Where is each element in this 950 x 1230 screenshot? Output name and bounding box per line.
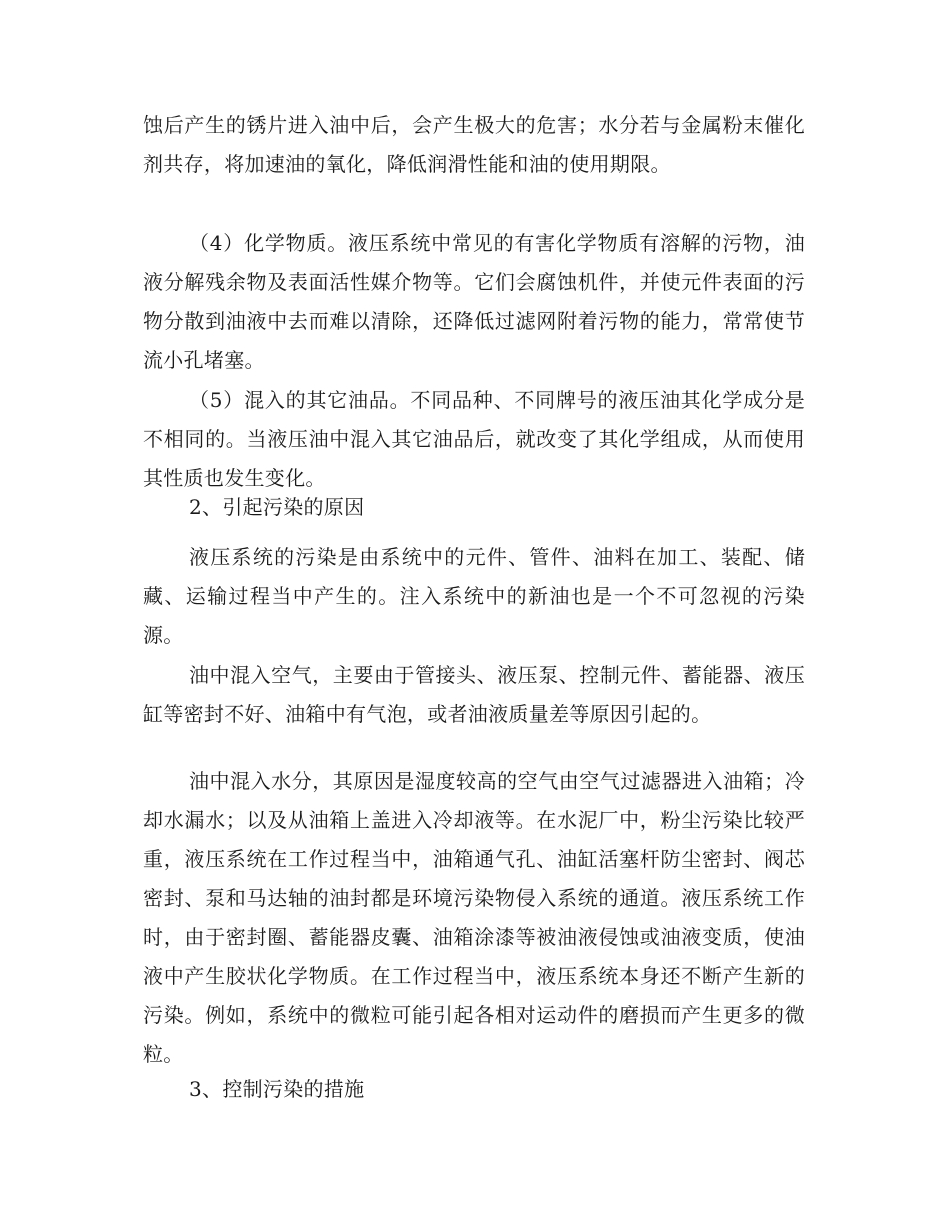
section-heading-causes: 2、引起污染的原因 bbox=[189, 495, 365, 519]
paragraph-rust-water: 蚀后产生的锈片进入油中后，会产生极大的危害；水分若与金属粉末催化剂共存，将加速油的氧化，降低润滑性能和油的使用期限。 bbox=[143, 113, 805, 176]
paragraph-chemical-substances: （4）化学物质。液压系统中常见的有害化学物质有溶解的污物，油液分解残余物及表面活性媒介物等。它们会腐蚀机件，并使元件表面的污物分散到油液中去而难以清除，还降低过滤网附着污物的能力，常常使节流小孔堵塞。 bbox=[143, 231, 805, 372]
paragraph-water-ingress: 油中混入水分，其原因是湿度较高的空气由空气过滤器进入油箱；冷却水漏水；以及从油箱上盖进入冷却液等。在水泥厂中，粉尘污染比较严重，液压系统在工作过程当中，油箱通气孔、油缸活塞杆防尘密封、阀芯密封、泵和马达轴的油封都是环境污染物侵入系统的通道。液压系统工作时，由于密封圈、蓄能器皮囊、油箱涂漆等被油液侵蚀或油液变质，使油液中产生胶状化学物质。在工作过程当中，液压系统本身还不断产生新的污染。例如，系统中的微粒可能引起各相对运动件的磨损而产生更多的微粒。 bbox=[143, 769, 805, 1066]
paragraph-mixed-oils: （5）混入的其它油品。不同品种、不同牌号的液压油其化学成分是不相同的。当液压油中混入其它油品后，就改变了其化学组成，从而使用其性质也发生变化。 bbox=[143, 388, 805, 490]
paragraph-air-ingress: 油中混入空气，主要由于管接头、液压泵、控制元件、蓄能器、液压缸等密封不好、油箱中有气泡，或者油液质量差等原因引起的。 bbox=[143, 663, 805, 726]
paragraph-pollution-sources: 液压系统的污染是由系统中的元件、管件、油料在加工、装配、储藏、运输过程当中产生的。注入系统中的新油也是一个不可忽视的污染源。 bbox=[143, 545, 805, 647]
section-heading-control-measures: 3、控制污染的措施 bbox=[189, 1077, 365, 1101]
